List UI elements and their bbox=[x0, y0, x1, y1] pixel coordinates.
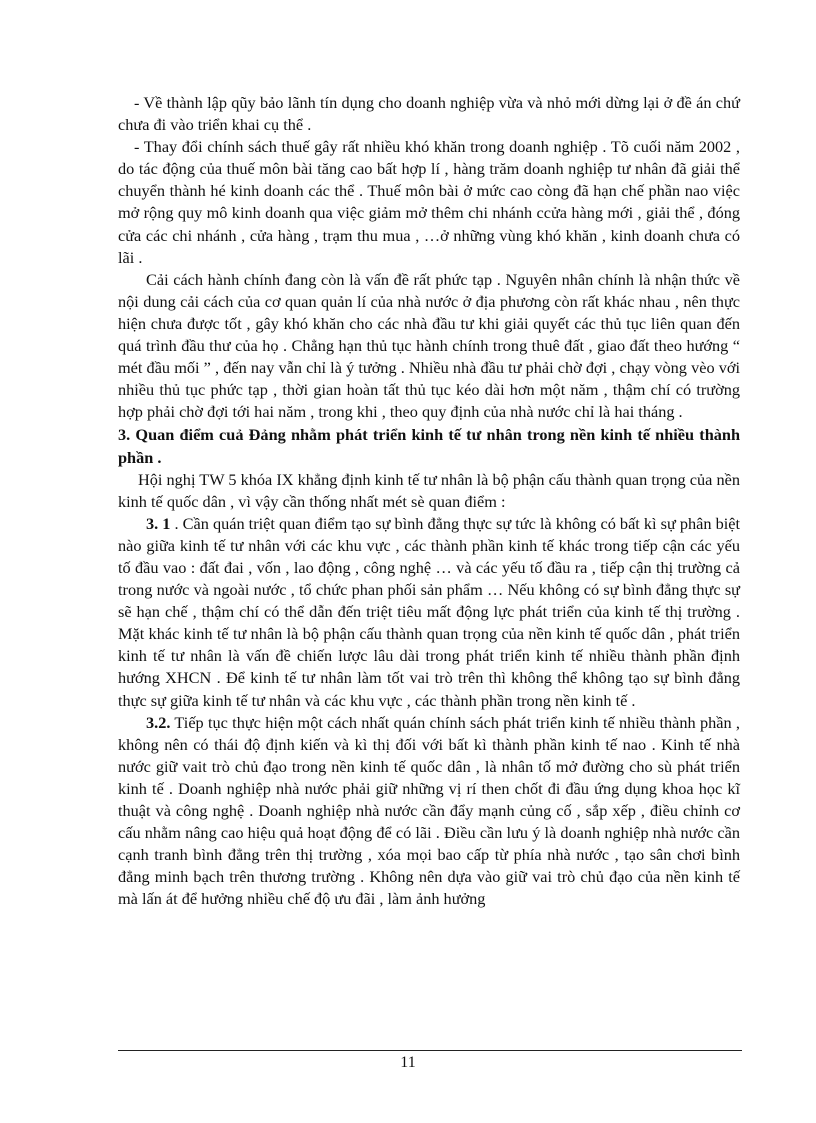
paragraph-admin-reform: Cải cách hành chính đang còn là vấn đề rất phức tạp . Nguyên nhân chính là nhận thức về nội dung cải cách của cơ quan quản lí của nhà nước ở địa phương còn rất khác nhau , nên thực hiện chưa được tốt , gây khó khăn cho các nhà đầu tư khi giải quyết các thủ tục liên quan đến quá trình đầu thư của họ . Chẳng hạn thủ tục hành chính trong thuê đất , giao đất theo hướng “ mét đầu mối ” , đến nay vẫn chỉ là ý tưởng . Nhiều nhà đầu tư phải chờ đợi , chạy vòng vèo với nhiều thủ tục phức tạp , thời gian hoàn tất thủ tục kéo dài hơn một năm , thậm chí có trường hợp phải chờ đợi tới hai năm , trong khi , theo quy định của nhà nước chỉ là hai tháng . bbox=[118, 269, 740, 422]
page-number: 11 bbox=[400, 1054, 416, 1071]
paragraph-point-3-2 bbox=[118, 712, 740, 911]
point-text: . Cần quán triệt quan điểm tạo sự bình đẳng thực sự tức là không có bất kì sự phân biệt nào giữa kinh tế tư nhân với các khu vực , các thành phần kinh tế khác trong tiếp cận các yếu tố đầu vao : đất đai , vốn , lao động , công nghệ … và các yếu tố đầu ra , tiếp cận thị trường cả trong nước và ngoài nước , tổ chức phan phối sản phẩm … Nếu không có sự bình đẳng thực sự sẽ hạn chế , thậm chí có thể dẫn đến triệt tiêu mất động lực phát triển của kinh tế thị trường . Mặt khác kinh tế tư nhân là bộ phận cấu thành quan trọng của nền kinh tế quốc dân , phát triển kinh tế tư nhân là vấn đề chiến lược lâu dài trong phát triển kinh tế nhiều thành phần định hướng XHCN . Để kinh tế tư nhân làm tốt vai trò trên thì không thể không tạo sự bình đẳng thực sự giữa kinh tế tư nhân và các khu vực , các thành phần trong nền kinh tế . bbox=[118, 513, 741, 710]
point-text: Tiếp tục thực hiện một cách nhất quán chính sách phát triển kinh tế nhiều thành phần , không nên có thái độ định kiến và kì thị đối với bất kì thành phần kinh tế nao . Kinh tế nhà nước giữ vait trò chủ đạo trong nền kinh tế quốc dân , là nhân tố mở đường cho sù phát triển kinh tế . Doanh nghiệp nhà nước phải giữ những vị rí then chốt đi đầu ứng dụng khoa học kĩ thuật và công nghệ . Doanh nghiệp nhà nước cần đẩy mạnh củng cố , sắp xếp , điều chỉnh cơ cấu nhằm nâng cao hiệu quả hoạt động để có lãi . Điều cần lưu ý là doanh nghiệp nhà nước cần cạnh tranh bình đẳng trên thị trường , xóa mọi bao cấp từ phía nhà nước , tạo sân chơi bình đẳng minh bạch trên thương trường . Không nên dựa vào giữ vai trò chủ đạo của nền kinh tế mà lấn át để hưởng nhiều chế độ ưu đãi , làm ảnh hưởng bbox=[118, 712, 740, 909]
paragraph-conference: Hội nghị TW 5 khóa IX khẳng định kinh tế tư nhân là bộ phận cấu thành quan trọng của nền kinh tế quốc dân , vì vậy cần thống nhất mét sè quan điểm : bbox=[118, 469, 740, 511]
point-number: 3. 1 bbox=[146, 513, 171, 533]
paragraph-point-3-1 bbox=[118, 513, 740, 712]
section-heading: 3. Quan điểm cuả Đảng nhằm phát triển kinh tế tư nhân trong nền kinh tế nhiều thành phần . bbox=[118, 425, 740, 467]
paragraph-fund: - Về thành lập qũy bảo lãnh tín dụng cho doanh nghiệp vừa và nhỏ mới dừng lại ở đề án chứ chưa đi vào triển khai cụ thể . bbox=[118, 93, 740, 135]
footer-divider bbox=[118, 1050, 742, 1051]
point-number: 3.2. bbox=[146, 712, 171, 732]
paragraph-tax: - Thay đổi chính sách thuế gây rất nhiều khó khăn trong doanh nghiệp . Tõ cuối năm 2002 , do tác động của thuế môn bài tăng cao bất hợp lí , hàng trăm doanh nghiệp tư nhân đã giải thể chuyển thành hé kinh doanh các thể . Thuế môn bài ở mức cao còng đã hạn chế phần nao việc mở rộng quy mô kinh doanh qua việc giảm mở thêm chi nhánh ccửa hàng mới , giải thể , đóng cửa các chi nhánh , cửa hàng , trạm thu mua , …ở những vùng khó khăn , kinh doanh chưa có lãi . bbox=[118, 137, 740, 267]
document-body bbox=[118, 92, 740, 910]
